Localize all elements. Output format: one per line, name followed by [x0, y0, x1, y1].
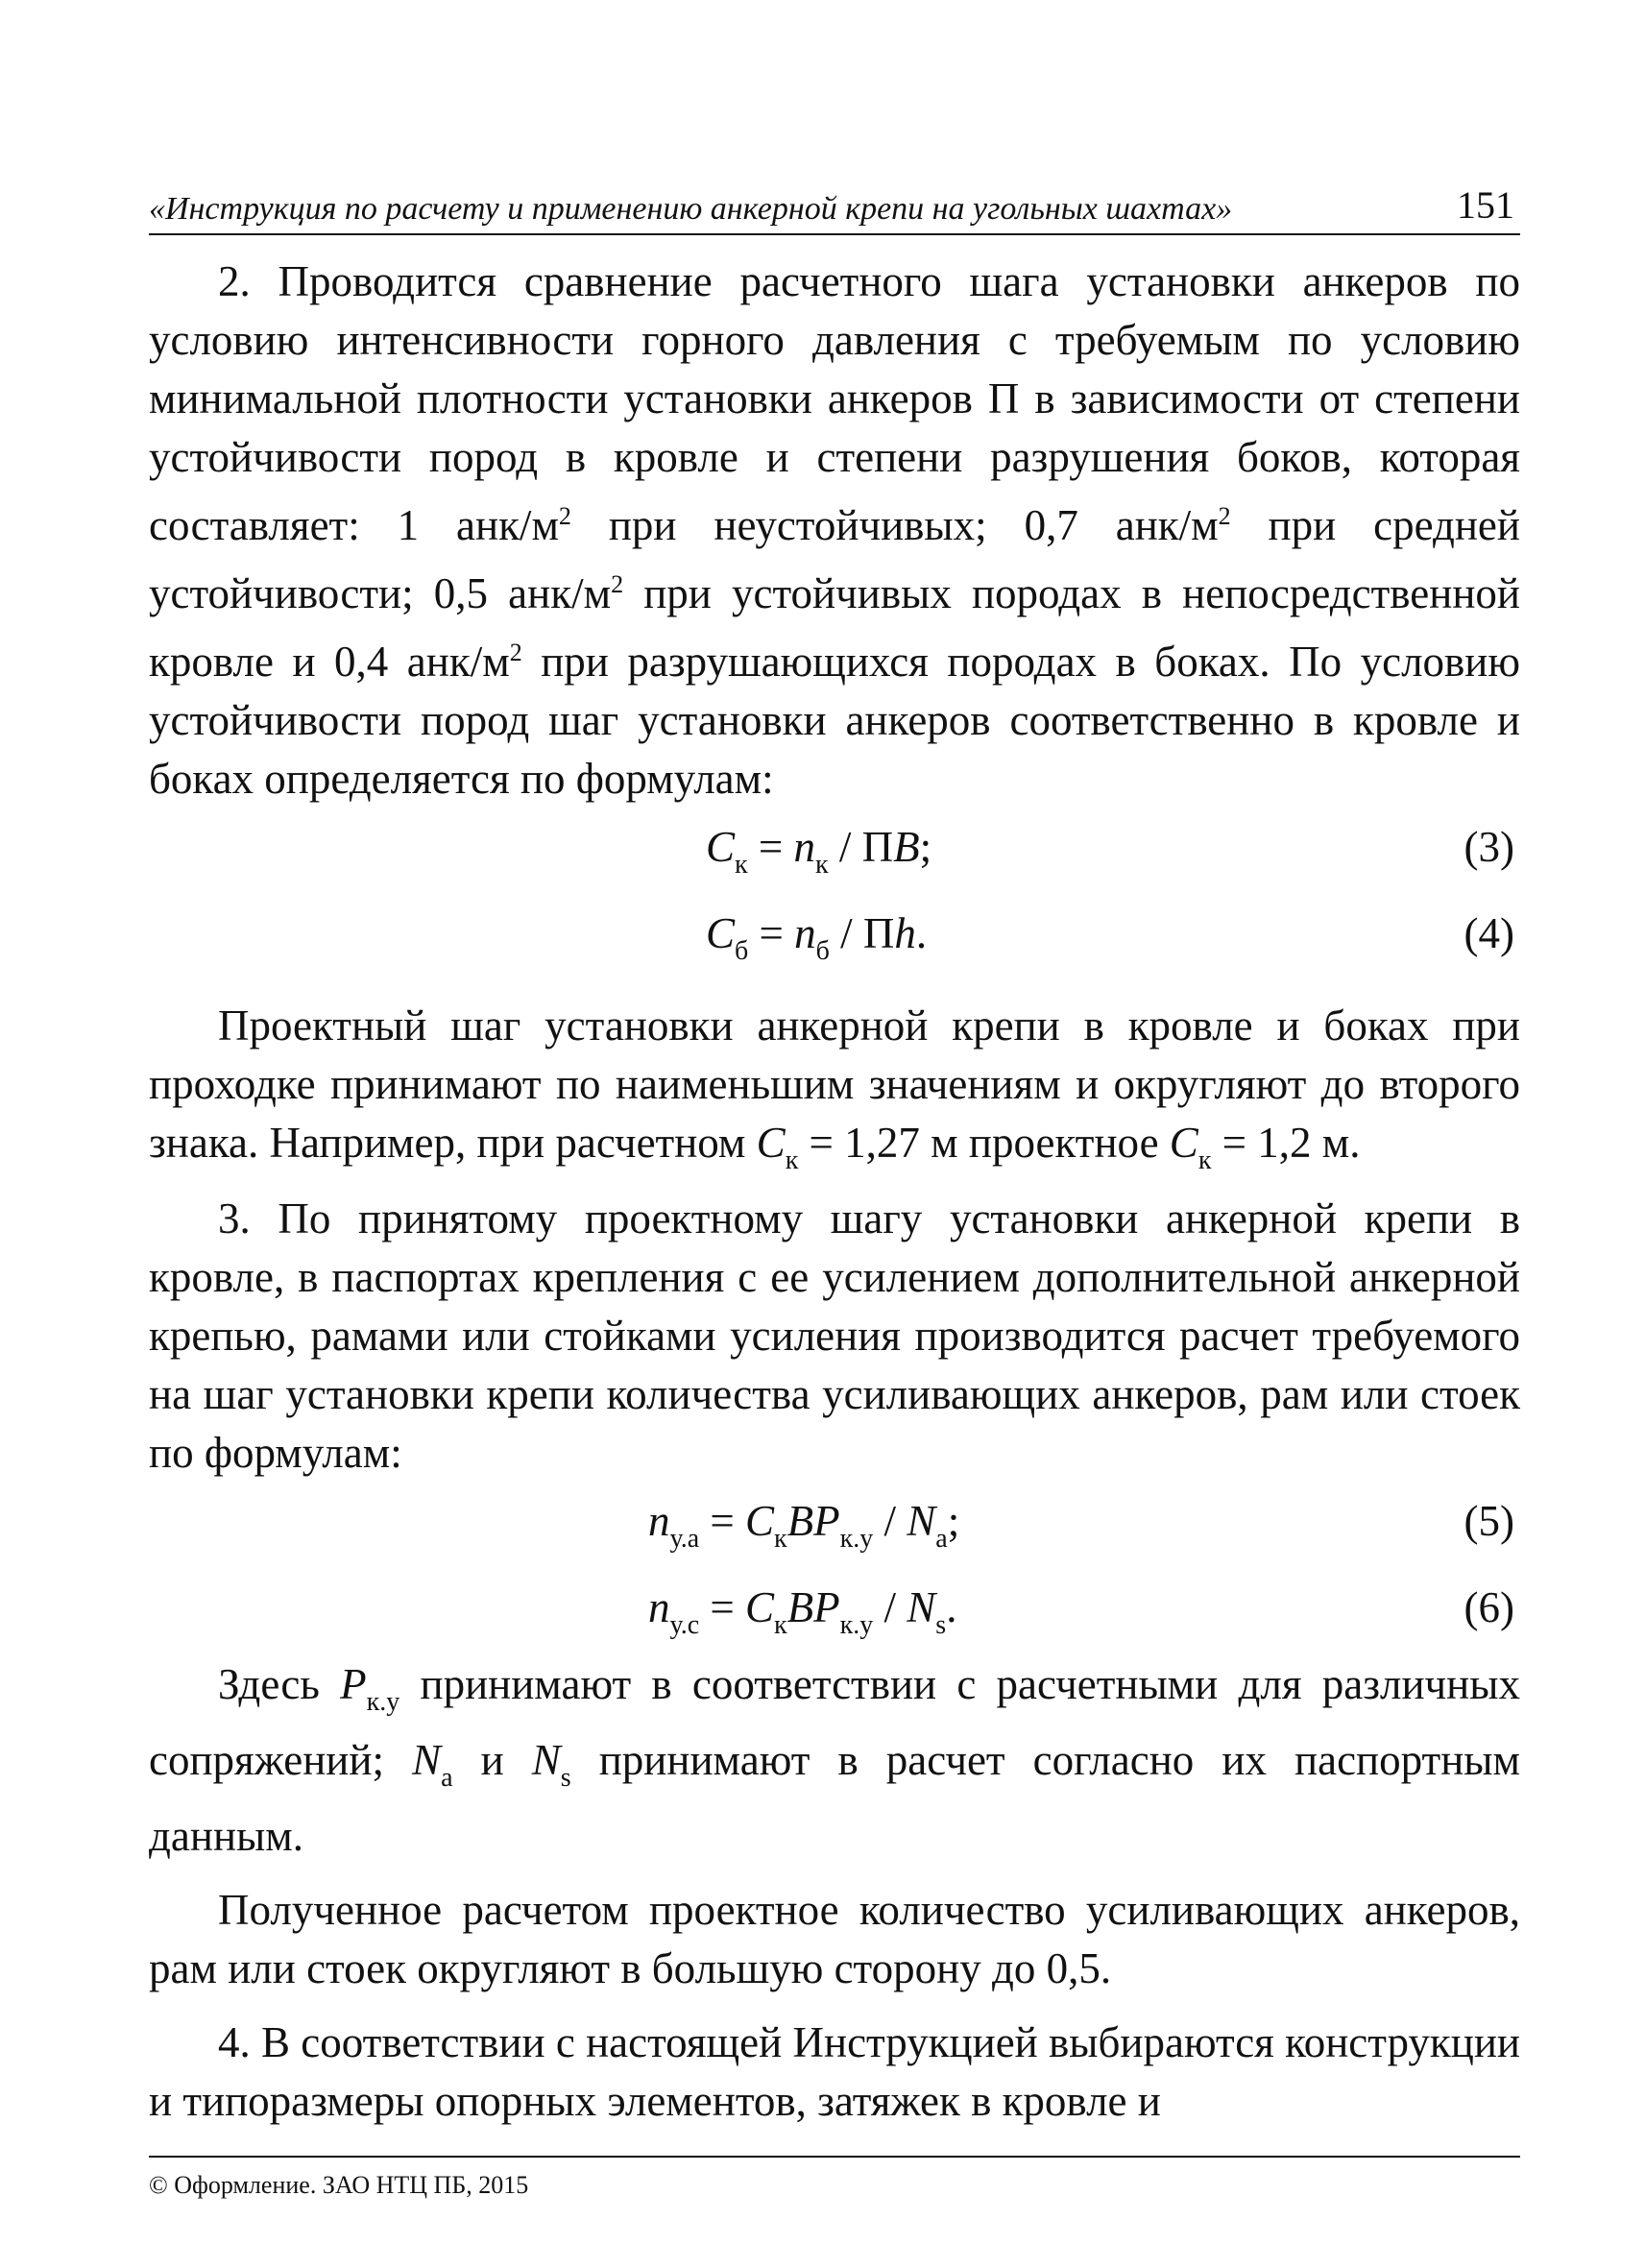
paragraph-2 [149, 253, 1520, 808]
text-run: при устойчивых породах в непосредственной кровле и 0,4 анк/м [149, 569, 1520, 686]
paragraph-3: 3. По принятому проектному шагу установки анкерной крепи в кровле, в паспортах крепления с ее усилением дополнительной анкерной крепью, рамами или стойками усиления производится расчет требуемого на шаг установки крепи количества усиливающих анкеров, рам или стоек по формулам: [149, 1194, 1520, 1477]
paragraph-project-step: Проектный шаг установки анкерной крепи в кровле и боках при проходке принимают по наименьшим значениям и округляют до второго знака. Например, при расчетном $C_к = 1,27$ м проектное $C_к = 1,2$ м. [149, 1001, 1520, 1175]
formula-3-number: (3) [1464, 823, 1514, 871]
formula-5-expression: $n_{у.а} = C_кBP_{к.у} / N_а$; [648, 1497, 960, 1554]
formula-4 [149, 895, 1520, 981]
page-number: 151 [1457, 183, 1514, 227]
formula-6-expression: $n_{у.с} = C_кBP_{к.у} / N_s$. [648, 1583, 957, 1640]
body-text [149, 253, 1520, 2131]
superscript: 2 [558, 502, 571, 530]
paragraph-4: 4. В соответствии с настоящей Инструкцией выбираются конструкции и типоразмеры опорных элементов, затяжек в кровле и [149, 2018, 1520, 2125]
superscript: 2 [509, 639, 522, 666]
formula-6 [149, 1569, 1520, 1655]
formula-4-expression: $C_б = n_б$ / Пh. [706, 909, 928, 966]
text-run: 2. Проводится сравнение расчетного шага установки анкеров по условию интенсивности горного давления с требуемым по условию минимальной плотности установки анкеров П в зависимости от степени устойчивости пород в кровле и степени разрушения боков, которая составляет: 1 анк/м [149, 257, 1520, 549]
formula-3-expression: $C_к = n_к$ / ПB; [706, 823, 932, 880]
paragraph-here: Здесь $P_{к.у}$ принимают в соответствии с расчетными для различных сопряжений; $N_а$ и $N_s$ принимают в расчет согласно их паспортным данным. [149, 1660, 1520, 1860]
superscript: 2 [611, 570, 624, 598]
header-title: «Инструкция по расчету и применению анкерной крепи на угольных шахтах» [149, 191, 1233, 227]
formula-4-number: (4) [1464, 909, 1514, 957]
formula-3 [149, 808, 1520, 895]
formula-5-number: (5) [1464, 1497, 1514, 1545]
formula-6-number: (6) [1464, 1583, 1514, 1631]
text-run: при средней устойчивости; 0,5 анк/м [149, 501, 1520, 617]
text-run: при неустойчивых; 0,7 анк/м [570, 501, 1219, 549]
running-header [149, 182, 1520, 235]
superscript: 2 [1218, 502, 1231, 530]
paragraph-rounded: Полученное расчетом проектное количество усиливающих анкеров, рам или стоек округляют в большую сторону до 0,5. [149, 1886, 1520, 1992]
formula-5 [149, 1483, 1520, 1569]
text-run: при разрушающихся породах в боках. По условию устойчивости пород шаг установки анкеров соответственно в кровле и боках определяется по формулам: [149, 638, 1520, 803]
footer [149, 2156, 1520, 2200]
footer-copyright: © Оформление. ЗАО НТЦ ПБ, 2015 [149, 2171, 529, 2199]
page [149, 182, 1520, 2131]
